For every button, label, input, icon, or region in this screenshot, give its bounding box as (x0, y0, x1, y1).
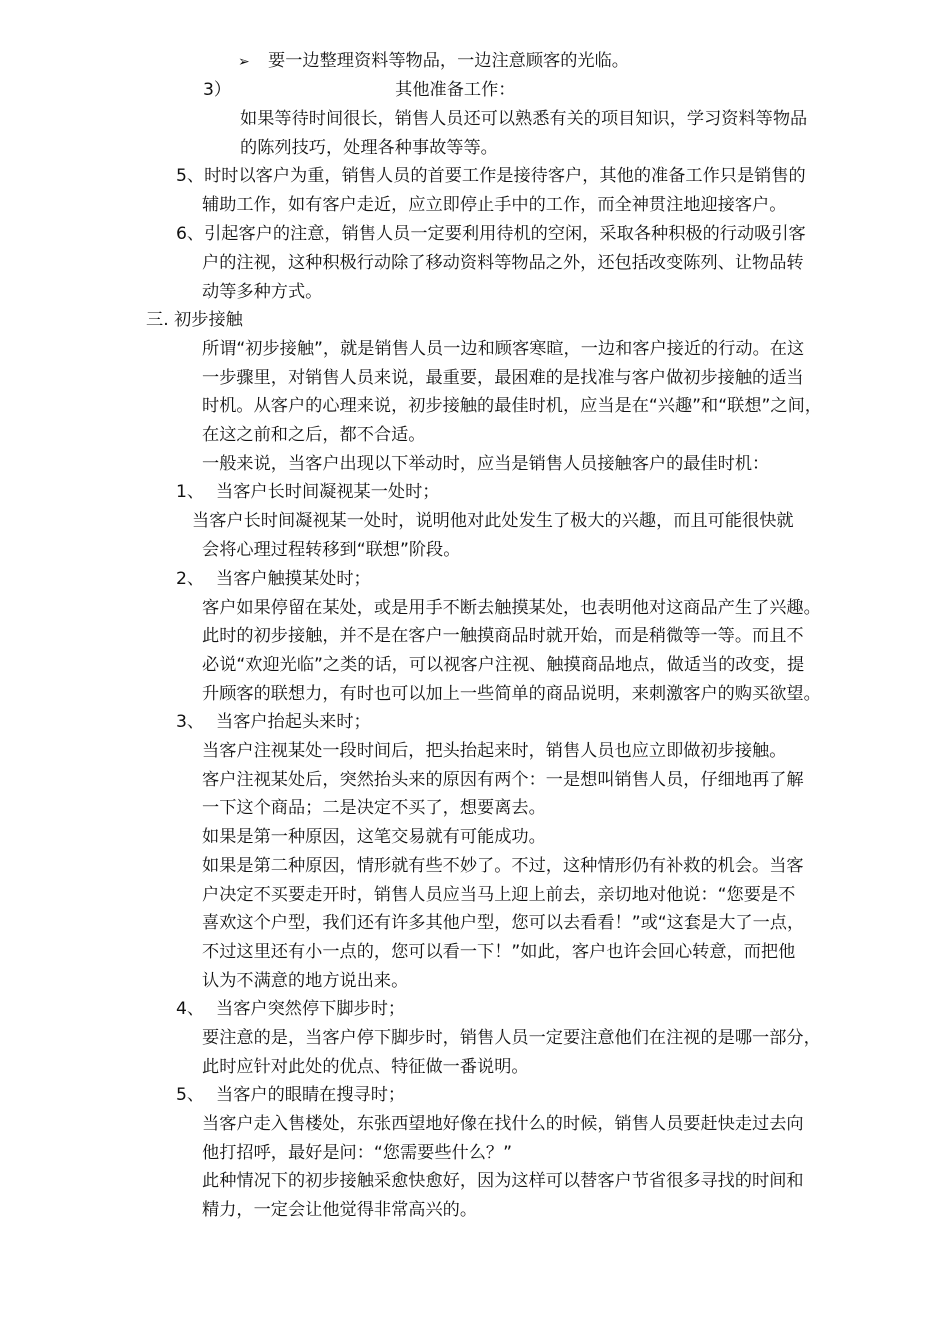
point-line: 此时的初步接触，并不是在客户一触摸商品时就开始，而是稍微等一等。而且不 (202, 626, 804, 646)
item6-line: 户的注视，这种积极行动除了移动资料等物品之外，还包括改变陈列、让物品转 (202, 253, 804, 273)
point-line: 客户注视某处后，突然抬头来的原因有两个：一是想叫销售人员，仔细地再了解 (202, 770, 804, 790)
point-line: 如果是第二种原因，情形就有些不妙了。不过，这种情形仍有补救的机会。当客 (202, 856, 804, 876)
point-title: 当客户长时间凝视某一处时； (216, 482, 440, 502)
point-line: 他打招呼，最好是问：“您需要些什么？” (202, 1143, 512, 1163)
point-line: 喜欢这个户型，我们还有许多其他户型，您可以去看看！”或“这套是大了一点， (202, 913, 805, 933)
intro-line: 时机。从客户的心理来说，初步接触的最佳时机，应当是在“兴趣”和“联想”之间， (202, 396, 822, 416)
point-line: 升顾客的联想力，有时也可以加上一些简单的商品说明，来刺激客户的购买欲望。 (202, 684, 821, 704)
item5-line: 5、时时以客户为重，销售人员的首要工作是接待客户，其他的准备工作只是销售的 (176, 166, 806, 186)
point-title: 当客户抬起头来时； (216, 712, 371, 732)
point-number: 1、 (176, 482, 205, 502)
intro-line: 所谓“初步接触”，就是销售人员一边和顾客寒暄，一边和客户接近的行动。在这 (202, 339, 805, 359)
point-line: 会将心理过程转移到“联想”阶段。 (202, 540, 461, 560)
sub3-heading (203, 76, 515, 105)
point-title: 当客户突然停下脚步时； (216, 999, 406, 1019)
point-line: 必说“欢迎光临”之类的话，可以视客户注视、触摸商品地点，做适当的改变，提 (202, 655, 805, 675)
point-number: 2、 (176, 569, 205, 589)
sub3-number: 3） (203, 80, 232, 100)
point-line: 一下这个商品；二是决定不买了，想要离去。 (202, 798, 546, 818)
point-heading (176, 478, 439, 507)
intro-line: 一般来说，当客户出现以下举动时，应当是销售人员接触客户的最佳时机： (202, 454, 770, 474)
point-number: 5、 (176, 1085, 205, 1105)
point-line: 要注意的是，当客户停下脚步时，销售人员一定要注意他们在注视的是哪一部分， (202, 1028, 821, 1048)
bullet-item-text: 要一边整理资料等物品，一边注意顾客的光临。 (268, 51, 629, 71)
point-number: 3、 (176, 712, 205, 732)
point-title: 当客户触摸某处时； (216, 569, 371, 589)
intro-line: 在这之前和之后，都不合适。 (202, 425, 426, 445)
paragraph-line: 的陈列技巧，处理各种事故等等。 (240, 138, 498, 158)
item6-line: 动等多种方式。 (202, 282, 323, 302)
point-heading (176, 708, 371, 737)
point-line: 精力，一定会让他觉得非常高兴的。 (202, 1200, 478, 1220)
point-heading (176, 565, 371, 594)
point-heading (176, 995, 405, 1024)
point-line: 如果是第一种原因，这笔交易就有可能成功。 (202, 827, 546, 847)
paragraph-line: 如果等待时间很长，销售人员还可以熟悉有关的项目知识，学习资料等物品 (240, 109, 808, 129)
sub3-title: 其他准备工作： (395, 80, 516, 100)
point-heading (176, 1081, 405, 1110)
point-line: 此种情况下的初步接触采愈快愈好，因为这样可以替客户节省很多寻找的时间和 (202, 1171, 804, 1191)
item6-line: 6、引起客户的注意，销售人员一定要利用待机的空闲，采取各种积极的行动吸引客 (176, 224, 806, 244)
bullet-item (238, 47, 629, 77)
arrow-bullet-icon: ➢ (238, 54, 250, 70)
point-number: 4、 (176, 999, 205, 1019)
point-line: 当客户走入售楼处，东张西望地好像在找什么的时候，销售人员要赶快走过去向 (202, 1114, 804, 1134)
point-line: 此时应针对此处的优点、特征做一番说明。 (202, 1057, 529, 1077)
point-line: 客户如果停留在某处，或是用手不断去触摸某处，也表明他对这商品产生了兴趣。 (202, 598, 821, 618)
intro-line: 一步骤里，对销售人员来说，最重要，最困难的是找准与客户做初步接触的适当 (202, 368, 804, 388)
point-line: 当客户注视某处一段时间后，把头抬起来时，销售人员也应立即做初步接触。 (202, 741, 787, 761)
item5-line: 辅助工作，如有客户走近，应立即停止手中的工作，而全神贯注地迎接客户。 (202, 195, 787, 215)
point-line: 不过这里还有小一点的，您可以看一下！”如此，客户也许会回心转意，而把他 (202, 942, 796, 962)
section-heading: 三. 初步接触 (146, 310, 243, 330)
point-line: 当客户长时间凝视某一处时，说明他对此处发生了极大的兴趣，而且可能很快就 (192, 511, 794, 531)
point-line: 户决定不买要走开时，销售人员应当马上迎上前去，亲切地对他说：“您要是不 (202, 885, 796, 905)
point-line: 认为不满意的地方说出来。 (202, 971, 409, 991)
point-title: 当客户的眼睛在搜寻时； (216, 1085, 406, 1105)
